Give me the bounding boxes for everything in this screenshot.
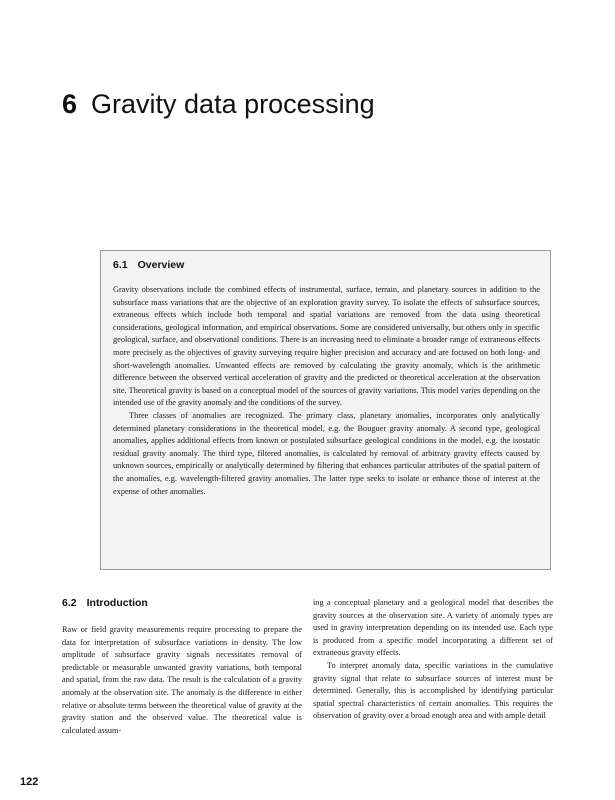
introduction-right-paragraph-2: To interpret anomaly data, specific variations in the cumulative gravity signal that relate to subsurface sources of interest must be determined. Generally, this is accomplished by identifying particular spatial spectral characteristics of certain anomalies. This requires the observation of gravity over a broad enough area and with ample detail bbox=[313, 660, 553, 721]
overview-section-number: 6.1 bbox=[113, 259, 128, 271]
introduction-right-paragraph-1: ing a conceptual planetary and a geological model that describes the gravity sources at the observation site. A variety of anomaly types are used in gravity interpretation depending on its intended use. Each type is produced from a specific model incorporating a different set of extraneous gravity effects. bbox=[313, 598, 553, 658]
overview-paragraph-2: Three classes of anomalies are recognized. The primary class, planetary anomalies, incorporates only analytically determined planetary considerations in the theoretical model, e.g. the Bouguer gravity anomaly. A second type, geological anomalies, applies additional effects from known or postulated subsurface geological conditions in the model, e.g. the isostatic residual gravity anomaly. The third type, filtered anomalies, is calculated by removal of arbitrary gravity effects caused by unknown sources, empirically or analytically determined by filtering that enhances particular attributes of the spatial pattern of the anomalies, e.g. wavelength-filtered gravity anomalies. The latter type seeks to isolate or enhance those of interest at the expense of other anomalies. bbox=[113, 410, 540, 496]
introduction-right-column bbox=[313, 597, 553, 723]
introduction-left-paragraph: Raw or field gravity measurements require processing to prepare the data for interpretation of subsurface variations in density. The low amplitude of subsurface gravity signals necessitates removal of predictable or measurable unwanted gravity variations, both temporal and spatial, from the raw data. The result is the calculation of a gravity anomaly at the observation site. The anomaly is the difference in either relative or absolute terms between the theoretical value of gravity at the gravity station and the observed value. The theoretical value is calculated assum- bbox=[62, 625, 302, 735]
overview-heading bbox=[113, 259, 540, 272]
introduction-heading-text: Introduction bbox=[86, 597, 148, 609]
introduction-heading bbox=[62, 597, 302, 610]
chapter-number: 6 bbox=[62, 89, 78, 119]
introduction-left-column bbox=[62, 597, 302, 737]
chapter-title bbox=[62, 86, 375, 122]
overview-paragraph-1: Gravity observations include the combined effects of instrumental, surface, terrain, and planetary sources in addition to the subsurface mass variations that are the objective of an exploration gravity survey. To isolate the effects of subsurface sources, extraneous effects which include both temporal and spatial variations are removed from the data using theoretical considerations, geological information, and empirical observations. Some are considered universally, but others only in specific geological, surface, and observational conditions. There is an increasing need to eliminate a broader range of extraneous effects more precisely as the objectives of gravity surveying require higher precision and accuracy and are focused on both long- and short-wavelength anomalies. Unwanted effects are removed by calculating the gravity anomaly, which is the arithmetic difference between the observed vertical acceleration of gravity and the predicted or theoretical acceleration at the observation site. Theoretical gravity is based on a conceptual model of the sources of gravity variations. This model varies depending on the intended use of the gravity anomaly and the conditions of the survey. bbox=[113, 285, 540, 408]
introduction-section-number: 6.2 bbox=[62, 597, 77, 609]
overview-box bbox=[100, 250, 551, 570]
overview-heading-text: Overview bbox=[137, 259, 185, 271]
chapter-title-text: Gravity data processing bbox=[91, 89, 375, 119]
page-number: 122 bbox=[20, 776, 39, 788]
